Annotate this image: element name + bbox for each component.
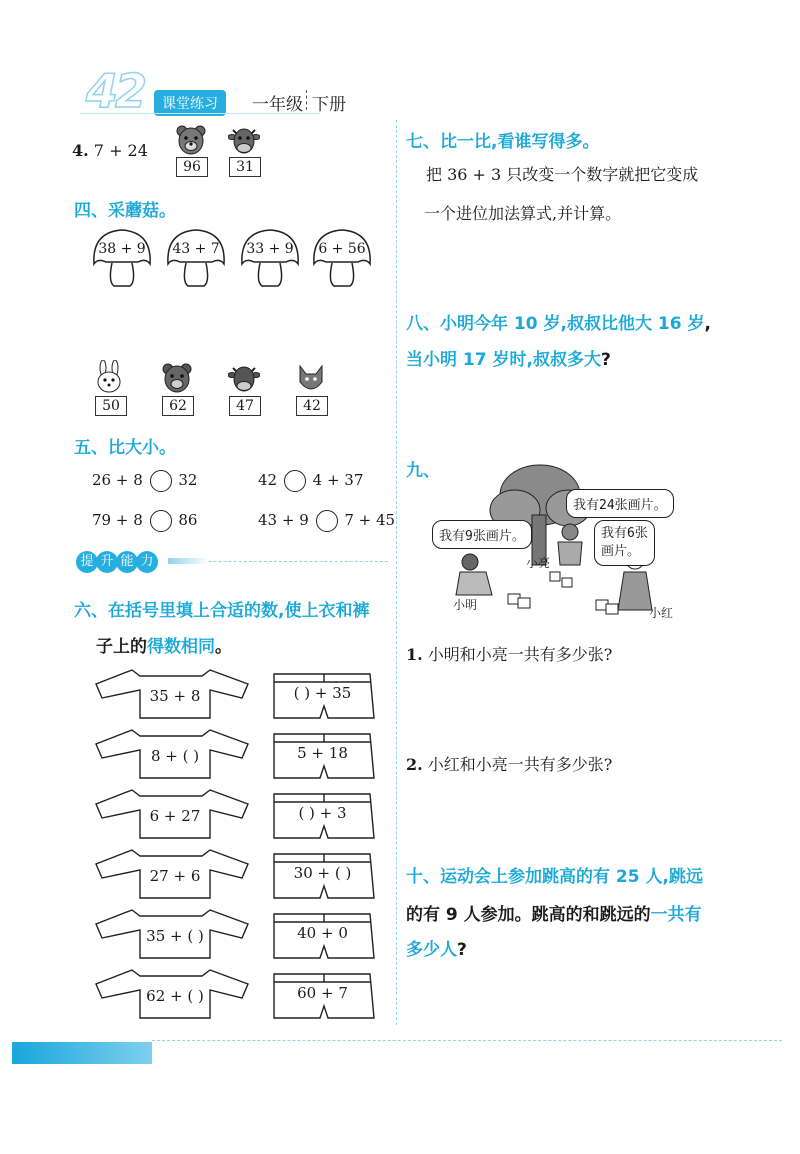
section9-q1 (406, 642, 612, 665)
cow-box-2: 47 (229, 396, 261, 416)
promote-bar (168, 558, 208, 564)
compare-item-4 (258, 510, 395, 532)
promote-char: 能 (116, 551, 138, 573)
shirt-expression: 35 + 8 (149, 687, 201, 705)
section6-highlight: 得数相同 (147, 637, 215, 657)
section7-title: 七、比一比,看谁写得多。 (406, 132, 600, 152)
q1-number: 1. (406, 645, 423, 664)
mushroom-icon (164, 226, 228, 292)
mushroom-label: 33 + 9 (246, 241, 294, 257)
mushroom-label: 6 + 56 (318, 241, 366, 257)
pants-expression: 60 + 7 (297, 984, 348, 1002)
compare-left: 43 + 9 (258, 511, 309, 529)
compare-circle[interactable] (150, 510, 172, 532)
pants-expression: 40 + 0 (297, 924, 348, 942)
header-underline (80, 113, 320, 114)
section6-end: 。 (215, 637, 232, 657)
section10-text1: 十、运动会上参加跳高的有 25 人,跳远 (406, 867, 703, 887)
section8-line2 (406, 345, 611, 370)
compare-right: 86 (178, 511, 198, 529)
shirt-expression: 27 + 6 (149, 867, 201, 885)
compare-circle[interactable] (284, 470, 306, 492)
section6-prefix: 六、在括号里填上合适的数,使上衣和裤 (74, 601, 370, 621)
cat-icon (296, 362, 326, 394)
speech-bubble-xiaohong: 我有6张 画片。 (594, 520, 655, 566)
section6-title (74, 596, 369, 621)
section10-highlight2: 多少人 (406, 940, 457, 960)
column-divider (396, 120, 397, 1025)
q4-label (72, 141, 148, 160)
q1-text: 小明和小亮一共有多少张? (427, 645, 613, 664)
mushroom-2 (164, 226, 228, 292)
compare-right: 32 (178, 471, 198, 489)
shirt-expression: 6 + 27 (149, 807, 201, 825)
rabbit-icon (92, 360, 126, 394)
header-term: 下册 (312, 95, 346, 115)
mushroom-4 (310, 226, 374, 292)
pants-expression: 30 + ( ) (293, 864, 352, 882)
section7-line1: 把 36 + 3 只改变一个数字就把它变成 (426, 165, 699, 184)
mushroom-3 (238, 226, 302, 292)
header-badge: 课堂练习 (154, 90, 226, 116)
q2-number: 2. (406, 755, 423, 774)
section5-title: 五、比大小。 (74, 438, 176, 458)
mushroom-row (90, 226, 390, 296)
mushroom-label: 43 + 7 (172, 241, 220, 257)
q4-number: 4. (72, 141, 89, 160)
section8-comma: , (704, 314, 711, 334)
promote-char: 升 (96, 551, 118, 573)
section6-title-line2 (96, 632, 232, 657)
compare-right: 4 + 37 (312, 471, 364, 489)
cat-box: 42 (296, 396, 328, 416)
shirt-expression: 35 + ( ) (146, 927, 204, 945)
pants-expression: ( ) + 35 (293, 684, 352, 702)
footer-line (152, 1040, 782, 1041)
mushroom-icon (90, 226, 154, 292)
pants-expression: 5 + 18 (297, 744, 348, 762)
cow-icon (228, 124, 260, 156)
section8-text: 八、小明今年 10 岁,叔叔比他 (406, 314, 635, 334)
section7-line2: 一个进位加法算式,并计算。 (424, 204, 622, 223)
speech-bubble-xiaoming: 我有9张画片。 (432, 520, 532, 549)
header-grade: 一年级 (252, 95, 303, 115)
promote-char: 提 (76, 551, 98, 573)
section10-line3 (406, 935, 467, 960)
promote-banner (76, 550, 396, 574)
mushroom-icon (310, 226, 374, 292)
mushroom-1 (90, 226, 154, 292)
mushroom-icon (238, 226, 302, 292)
section9-q2 (406, 752, 612, 775)
section8-question: 当小明 17 岁时,叔叔多大 (406, 350, 601, 370)
shirt-expression: 62 + ( ) (146, 987, 204, 1005)
section8-line1 (406, 309, 711, 334)
q4-expression: 7 + 24 (93, 141, 148, 160)
compare-left: 26 + 8 (92, 471, 143, 489)
section8-highlight: 大 16 岁 (634, 314, 705, 334)
compare-left: 79 + 8 (92, 511, 143, 529)
rabbit-box: 50 (95, 396, 127, 416)
compare-right: 7 + 45 (344, 511, 396, 529)
header-divider (306, 90, 307, 110)
bear-box: 96 (176, 157, 208, 177)
section10-qmark: ? (457, 940, 467, 960)
q2-text: 小红和小亮一共有多少张? (427, 755, 613, 774)
section8-qmark: ? (600, 350, 611, 370)
shirt-expression: 8 + ( ) (150, 747, 200, 765)
compare-item-2 (258, 470, 363, 492)
compare-left: 42 (258, 471, 278, 489)
name-xiaoming: 小明 (453, 598, 478, 612)
section10-line1 (406, 862, 703, 887)
bear-box-2: 62 (162, 396, 194, 416)
section4-title: 四、采蘑菇。 (74, 201, 176, 221)
section10-line2 (406, 900, 702, 925)
page-number: 42 (86, 64, 145, 118)
section6-line2: 子上的 (96, 637, 147, 657)
cow-icon (228, 362, 260, 394)
name-xiaohong: 小红 (649, 606, 674, 620)
section9-title: 九、 (406, 461, 440, 481)
cow-box: 31 (229, 157, 261, 177)
pants-expression: ( ) + 3 (298, 804, 347, 822)
bear-icon (176, 124, 206, 156)
name-xiaoliang: 小亮 (526, 556, 551, 570)
compare-circle[interactable] (316, 510, 338, 532)
bear-icon (162, 362, 192, 394)
promote-char: 力 (136, 551, 158, 573)
page-header (80, 64, 380, 118)
speech-bubble-xiaoliang: 我有24张画片。 (566, 489, 674, 518)
compare-item-3 (92, 510, 197, 532)
section10-highlight1: 一共有 (650, 905, 702, 925)
footer-bar (12, 1042, 152, 1064)
mushroom-label: 38 + 9 (98, 241, 146, 257)
compare-circle[interactable] (150, 470, 172, 492)
section10-text2: 的有 9 人参加。跳高的和跳远的 (406, 905, 651, 925)
compare-item-1 (92, 470, 197, 492)
shirts-drawing (92, 666, 392, 1026)
